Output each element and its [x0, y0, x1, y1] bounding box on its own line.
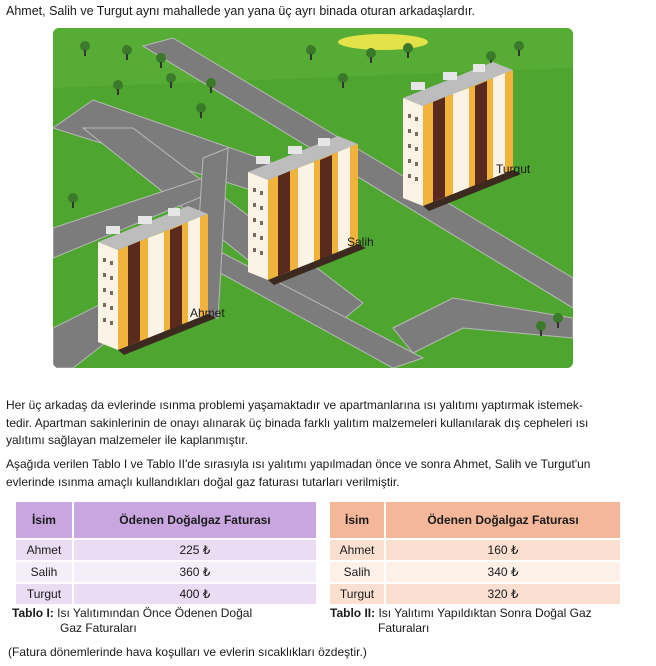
cell-bill: 400 ₺ [73, 583, 316, 604]
label-turgut: Turgut [496, 162, 531, 176]
cell-name: Salih [330, 561, 385, 583]
footnote: (Fatura dönemlerinde hava koşulları ve evlerin sıcaklıkları özdeştir.) [8, 645, 367, 659]
caption-label: Tablo II: [330, 606, 376, 620]
cell-bill: 340 ₺ [385, 561, 620, 583]
label-salih: Salih [347, 235, 374, 249]
caption-text: Isı Yalıtımından Önce Ödenen Doğal [53, 606, 253, 620]
paragraph-line: Her üç arkadaş da evlerinde ısınma problemi yaşamaktadır ve apartmanlarına ısı yalıtımı yaptırmak istemek- [6, 398, 583, 412]
table-row [16, 539, 316, 561]
header-name: İsim [16, 502, 73, 539]
table-row [330, 561, 620, 583]
table2-caption [330, 606, 640, 636]
cell-name: Salih [16, 561, 73, 583]
cell-bill: 320 ₺ [385, 583, 620, 604]
header-bill: Ödenen Doğalgaz Faturası [73, 502, 316, 539]
table-row [16, 561, 316, 583]
paragraph-line: tedir. Apartman sakinlerinin de onayı alınarak üç binada farklı yalıtım malzemeleri kullanılarak dış cepheleri ısı [6, 415, 589, 430]
label-ahmet: Ahmet [190, 306, 225, 320]
paragraph-tables-intro [6, 456, 646, 491]
neighborhood-illustration [53, 28, 573, 368]
paragraph-line: evlerinde ısınma amaçlı kullandıkları doğal gaz faturası tutarları verilmiştir. [6, 474, 400, 489]
table-row [16, 583, 316, 604]
caption-text: Isı Yalıtımı Yapıldıktan Sonra Doğal Gaz [375, 606, 592, 620]
header-bill: Ödenen Doğalgaz Faturası [385, 502, 620, 539]
cell-bill: 225 ₺ [73, 539, 316, 561]
table-row [330, 539, 620, 561]
cell-name: Turgut [16, 583, 73, 604]
paragraph-problem [6, 397, 646, 450]
caption-text-cont: Gaz Faturaları [60, 621, 137, 635]
header-name: İsim [330, 502, 385, 539]
paragraph-line: Aşağıda verilen Tablo I ve Tablo II'de sırasıyla ısı yalıtımı yapılmadan önce ve sonra Ahmet, Salih ve Turgut'un [6, 457, 591, 471]
cell-name: Ahmet [16, 539, 73, 561]
cell-bill: 360 ₺ [73, 561, 316, 583]
table1-caption [12, 606, 312, 636]
table-after-insulation [330, 502, 620, 604]
cell-name: Ahmet [330, 539, 385, 561]
intro-text: Ahmet, Salih ve Turgut aynı mahallede yan yana üç ayrı binada oturan arkadaşlardır. [6, 4, 476, 18]
cell-name: Turgut [330, 583, 385, 604]
table-row [330, 583, 620, 604]
caption-label: Tablo I: [12, 606, 54, 620]
paragraph-line: yalıtımı sağlayan malzemeler ile kaplanmıştır. [6, 433, 249, 447]
cell-bill: 160 ₺ [385, 539, 620, 561]
table-before-insulation [16, 502, 316, 604]
caption-text-cont: Faturaları [378, 621, 430, 635]
